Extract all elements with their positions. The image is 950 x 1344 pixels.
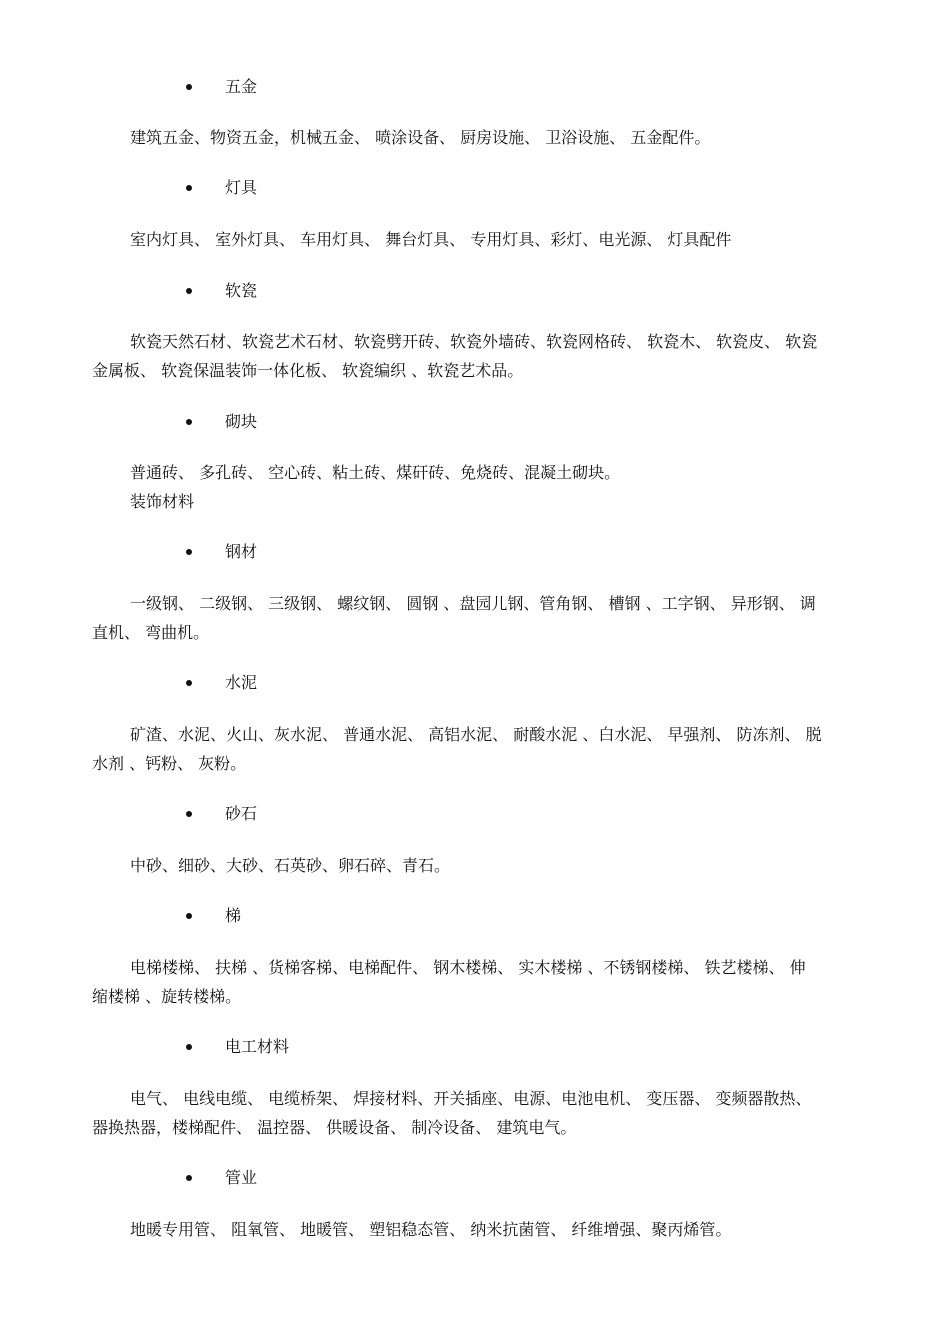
section-paragraph (92, 327, 860, 356)
section-heading-sand-stone (186, 802, 257, 826)
section-text-line: 室内灯具、 室外灯具、 车用灯具、 舞台灯具、 专用灯具、彩灯、电光源、 灯具配件 (130, 230, 732, 249)
section-heading-electrical (186, 1035, 289, 1059)
section-title: 软瓷 (225, 281, 258, 300)
bullet-icon (186, 680, 192, 686)
section-text-line: 金属板、 软瓷保温装饰一体化板、 软瓷编织 、软瓷艺术品。 (92, 361, 524, 380)
bullet-icon (186, 549, 192, 555)
bullet-icon (186, 419, 192, 425)
section-heading-steel (186, 540, 257, 564)
section-title: 管业 (225, 1168, 258, 1187)
paragraph-line: 电梯楼梯、 扶梯 、货梯客梯、电梯配件、 钢木楼梯、 实木楼梯 、不锈钢楼梯、 铁艺楼梯、 伸 (130, 958, 806, 977)
bullet-icon (186, 811, 192, 817)
section-heading-stairs (186, 904, 241, 928)
section-title: 五金 (225, 77, 258, 96)
section-text-line: 水剂 、钙粉、 灰粉。 (92, 754, 247, 773)
paragraph-line: 一级钢、 二级钢、 三级钢、 螺纹钢、 圆钢 、盘园儿钢、管角钢、 槽钢 、工字钢、 异形钢、 调 (130, 594, 816, 613)
section-paragraph (92, 1084, 860, 1113)
section-heading-cement (186, 671, 257, 695)
section-paragraph (92, 589, 860, 618)
section-heading-pipes (186, 1166, 257, 1190)
section-title: 砌块 (225, 412, 258, 431)
section-title: 水泥 (225, 673, 258, 692)
section-text-line: 建筑五金、物资五金，机械五金、 喷涂设备、 厨房设施、 卫浴设施、 五金配件。 (130, 128, 711, 147)
section-text-line: 器换热器，楼梯配件、 温控器、 供暖设备、 制冷设备、 建筑电气。 (92, 1118, 577, 1137)
section-text-line: 普通砖、 多孔砖、 空心砖、粘土砖、煤矸砖、免烧砖、混凝土砌块。 (130, 463, 621, 482)
section-text-line: 缩楼梯 、旋转楼梯。 (92, 987, 242, 1006)
section-paragraph (92, 720, 860, 749)
section-text-line: 中砂、细砂、大砂、石英砂、卵石碎、青石。 (130, 856, 451, 875)
section-title: 砂石 (225, 804, 258, 823)
section-title: 钢材 (225, 542, 258, 561)
bullet-icon (186, 1044, 192, 1050)
bullet-icon (186, 84, 192, 90)
section-text-line: 直机、 弯曲机。 (92, 623, 210, 642)
bullet-icon (186, 913, 192, 919)
section-text-line: 地暖专用管、 阻氧管、 地暖管、 塑铝稳态管、 纳米抗菌管、 纤维增强、聚丙烯管。 (130, 1220, 732, 1239)
bullet-icon (186, 288, 192, 294)
section-heading-hardware (186, 75, 257, 99)
section-heading-blocks (186, 410, 257, 434)
bullet-icon (186, 1175, 192, 1181)
section-heading-lighting (186, 176, 257, 200)
paragraph-line: 软瓷天然石材、软瓷艺术石材、软瓷劈开砖、软瓷外墙砖、软瓷网格砖、 软瓷木、 软瓷皮、 软瓷 (130, 332, 818, 351)
paragraph-line: 矿渣、水泥、火山、灰水泥、 普通水泥、 高铝水泥、 耐酸水泥 、白水泥、 早强剂、 防冻剂、 脱 (130, 725, 822, 744)
section-text-line: 装饰材料 (130, 492, 195, 511)
section-paragraph (92, 953, 860, 982)
section-title: 灯具 (225, 178, 258, 197)
paragraph-line: 电气、 电线电缆、 电缆桥架、 焊接材料、开关插座、电源、电池电机、 变压器、 变频器散热、 (130, 1089, 812, 1108)
section-title: 梯 (225, 906, 242, 925)
section-heading-soft-porcelain (186, 279, 257, 303)
bullet-icon (186, 185, 192, 191)
section-title: 电工材料 (225, 1037, 290, 1056)
